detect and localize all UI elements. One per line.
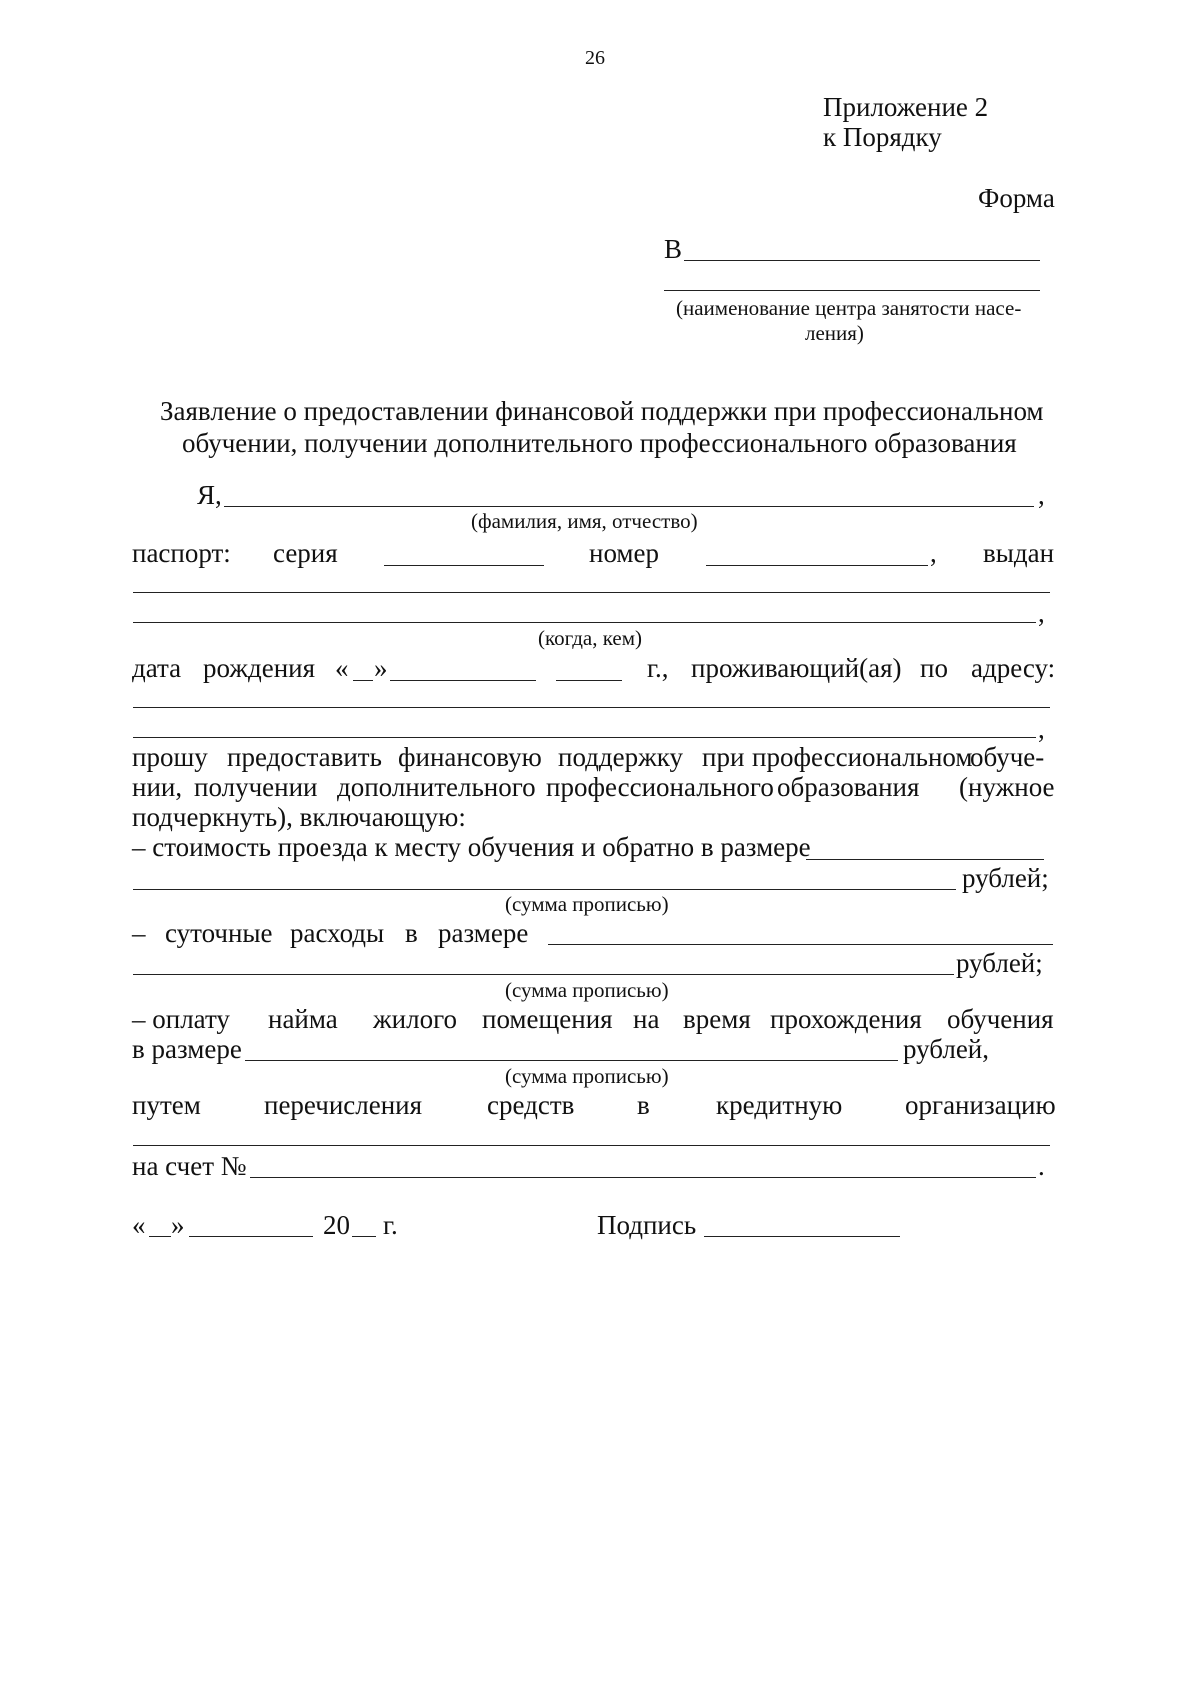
footer-year-prefix: 20 bbox=[323, 1210, 350, 1240]
daily-word: суточные bbox=[165, 918, 273, 948]
request-line-3: подчеркнуть), включающую: bbox=[132, 802, 466, 832]
account-number-line[interactable] bbox=[250, 1177, 1036, 1178]
daily-word: размере bbox=[438, 918, 529, 948]
addressee-line-1[interactable] bbox=[684, 260, 1040, 261]
housing-word: обучения bbox=[947, 1004, 1054, 1034]
request-word: образования bbox=[777, 772, 920, 802]
signature-line[interactable] bbox=[704, 1236, 900, 1237]
signature-label: Подпись bbox=[597, 1210, 697, 1240]
daily-currency: рублей; bbox=[956, 948, 1043, 978]
request-word: (нужное bbox=[959, 772, 1055, 802]
page-number: 26 bbox=[585, 47, 605, 69]
passport-line-end-comma: , bbox=[1038, 598, 1045, 628]
passport-issued-line-2[interactable] bbox=[133, 622, 1036, 623]
birth-year-line[interactable] bbox=[556, 680, 622, 681]
request-word: дополнительного bbox=[337, 772, 536, 802]
housing-word: на bbox=[633, 1004, 660, 1034]
housing-word: время bbox=[683, 1004, 751, 1034]
bank-line[interactable] bbox=[133, 1145, 1050, 1146]
footer-day-line[interactable] bbox=[149, 1236, 171, 1237]
housing-word: жилого bbox=[373, 1004, 457, 1034]
request-word: предоставить bbox=[227, 742, 382, 772]
address-line-1[interactable] bbox=[133, 707, 1050, 708]
footer-quote-open: « bbox=[132, 1210, 146, 1240]
applicant-name-line[interactable] bbox=[224, 506, 1034, 507]
daily-caption: (сумма прописью) bbox=[505, 978, 669, 1002]
housing-caption: (сумма прописью) bbox=[505, 1064, 669, 1088]
passport-number-line[interactable] bbox=[706, 565, 928, 566]
applicant-prefix: Я, bbox=[197, 480, 222, 510]
transfer-word: средств bbox=[487, 1090, 575, 1120]
transfer-word: организацию bbox=[905, 1090, 1056, 1120]
daily-word: – bbox=[132, 918, 146, 948]
transfer-word: кредитную bbox=[716, 1090, 843, 1120]
transfer-word: перечисления bbox=[264, 1090, 423, 1120]
request-word: поддержку bbox=[558, 742, 684, 772]
housing-word: прохождения bbox=[770, 1004, 922, 1034]
applicant-caption: (фамилия, имя, отчество) bbox=[471, 509, 698, 533]
housing-currency: рублей, bbox=[903, 1034, 990, 1064]
passport-issued-label: выдан bbox=[983, 538, 1055, 568]
footer-quote-close: » bbox=[171, 1210, 185, 1240]
request-word: при bbox=[702, 742, 745, 772]
daily-word: расходы bbox=[290, 918, 385, 948]
transfer-word: путем bbox=[132, 1090, 201, 1120]
birth-year-suffix: г., bbox=[647, 653, 669, 683]
appendix-line-1: Приложение 2 bbox=[823, 92, 989, 122]
request-word: профессиональном bbox=[752, 742, 973, 772]
title-line-1: Заявление о предоставлении финансовой поддержки при профессиональном bbox=[160, 396, 1044, 426]
account-label: на счет № bbox=[132, 1151, 247, 1181]
housing-line-2-prefix: в размере bbox=[132, 1034, 242, 1064]
birth-label-2: рождения bbox=[203, 653, 316, 683]
title-line-2: обучении, получении дополнительного профессионального образования bbox=[182, 428, 1017, 458]
passport-label: паспорт: bbox=[132, 538, 231, 568]
birth-quote-close: » bbox=[374, 653, 388, 683]
birth-label-1: дата bbox=[132, 653, 182, 683]
addressee-line-2[interactable] bbox=[664, 290, 1040, 291]
travel-amount-line-1[interactable] bbox=[806, 859, 1044, 860]
footer-year-line[interactable] bbox=[352, 1236, 376, 1237]
request-word: прошу bbox=[132, 742, 208, 772]
request-word: финансовую bbox=[398, 742, 542, 772]
request-word: профессионального bbox=[546, 772, 774, 802]
passport-series-line[interactable] bbox=[384, 565, 544, 566]
footer-year-suffix: г. bbox=[383, 1210, 398, 1240]
housing-word: помещения bbox=[482, 1004, 613, 1034]
addressee-prefix: В bbox=[664, 234, 683, 264]
travel-caption: (сумма прописью) bbox=[505, 892, 669, 916]
birth-day-line[interactable] bbox=[353, 680, 373, 681]
birth-address-label: адресу: bbox=[971, 653, 1056, 683]
passport-comma: , bbox=[930, 538, 937, 568]
request-word: получении bbox=[194, 772, 318, 802]
addressee-caption-line-1: (наименование центра занятости насе- bbox=[676, 296, 1022, 320]
passport-series-label: серия bbox=[273, 538, 338, 568]
address-line-end-comma: , bbox=[1038, 714, 1045, 744]
account-end: . bbox=[1038, 1151, 1045, 1181]
daily-word: в bbox=[405, 918, 418, 948]
footer-month-line[interactable] bbox=[189, 1236, 313, 1237]
passport-number-label: номер bbox=[589, 538, 660, 568]
birth-residing: проживающий(ая) bbox=[691, 653, 902, 683]
travel-text: – стоимость проезда к месту обучения и обратно в размере bbox=[132, 832, 811, 862]
request-word: обуче- bbox=[970, 742, 1045, 772]
applicant-comma: , bbox=[1038, 480, 1045, 510]
passport-caption: (когда, кем) bbox=[538, 626, 642, 650]
housing-word: – оплату bbox=[132, 1004, 230, 1034]
daily-amount-line-1[interactable] bbox=[548, 944, 1053, 945]
birth-by: по bbox=[920, 653, 948, 683]
daily-amount-line-2[interactable] bbox=[133, 974, 954, 975]
travel-amount-line-2[interactable] bbox=[133, 889, 956, 890]
travel-currency: рублей; bbox=[962, 863, 1049, 893]
address-line-2[interactable] bbox=[133, 737, 1036, 738]
housing-amount-line[interactable] bbox=[245, 1060, 898, 1061]
addressee-caption-line-2: ления) bbox=[805, 321, 864, 345]
request-word: нии, bbox=[132, 772, 183, 802]
housing-word: найма bbox=[268, 1004, 338, 1034]
form-label: Форма bbox=[978, 183, 1055, 213]
appendix-line-2: к Порядку bbox=[823, 122, 942, 152]
transfer-word: в bbox=[637, 1090, 650, 1120]
birth-month-line[interactable] bbox=[390, 680, 536, 681]
passport-issued-line-1[interactable] bbox=[133, 592, 1050, 593]
birth-quote-open: « bbox=[335, 653, 349, 683]
